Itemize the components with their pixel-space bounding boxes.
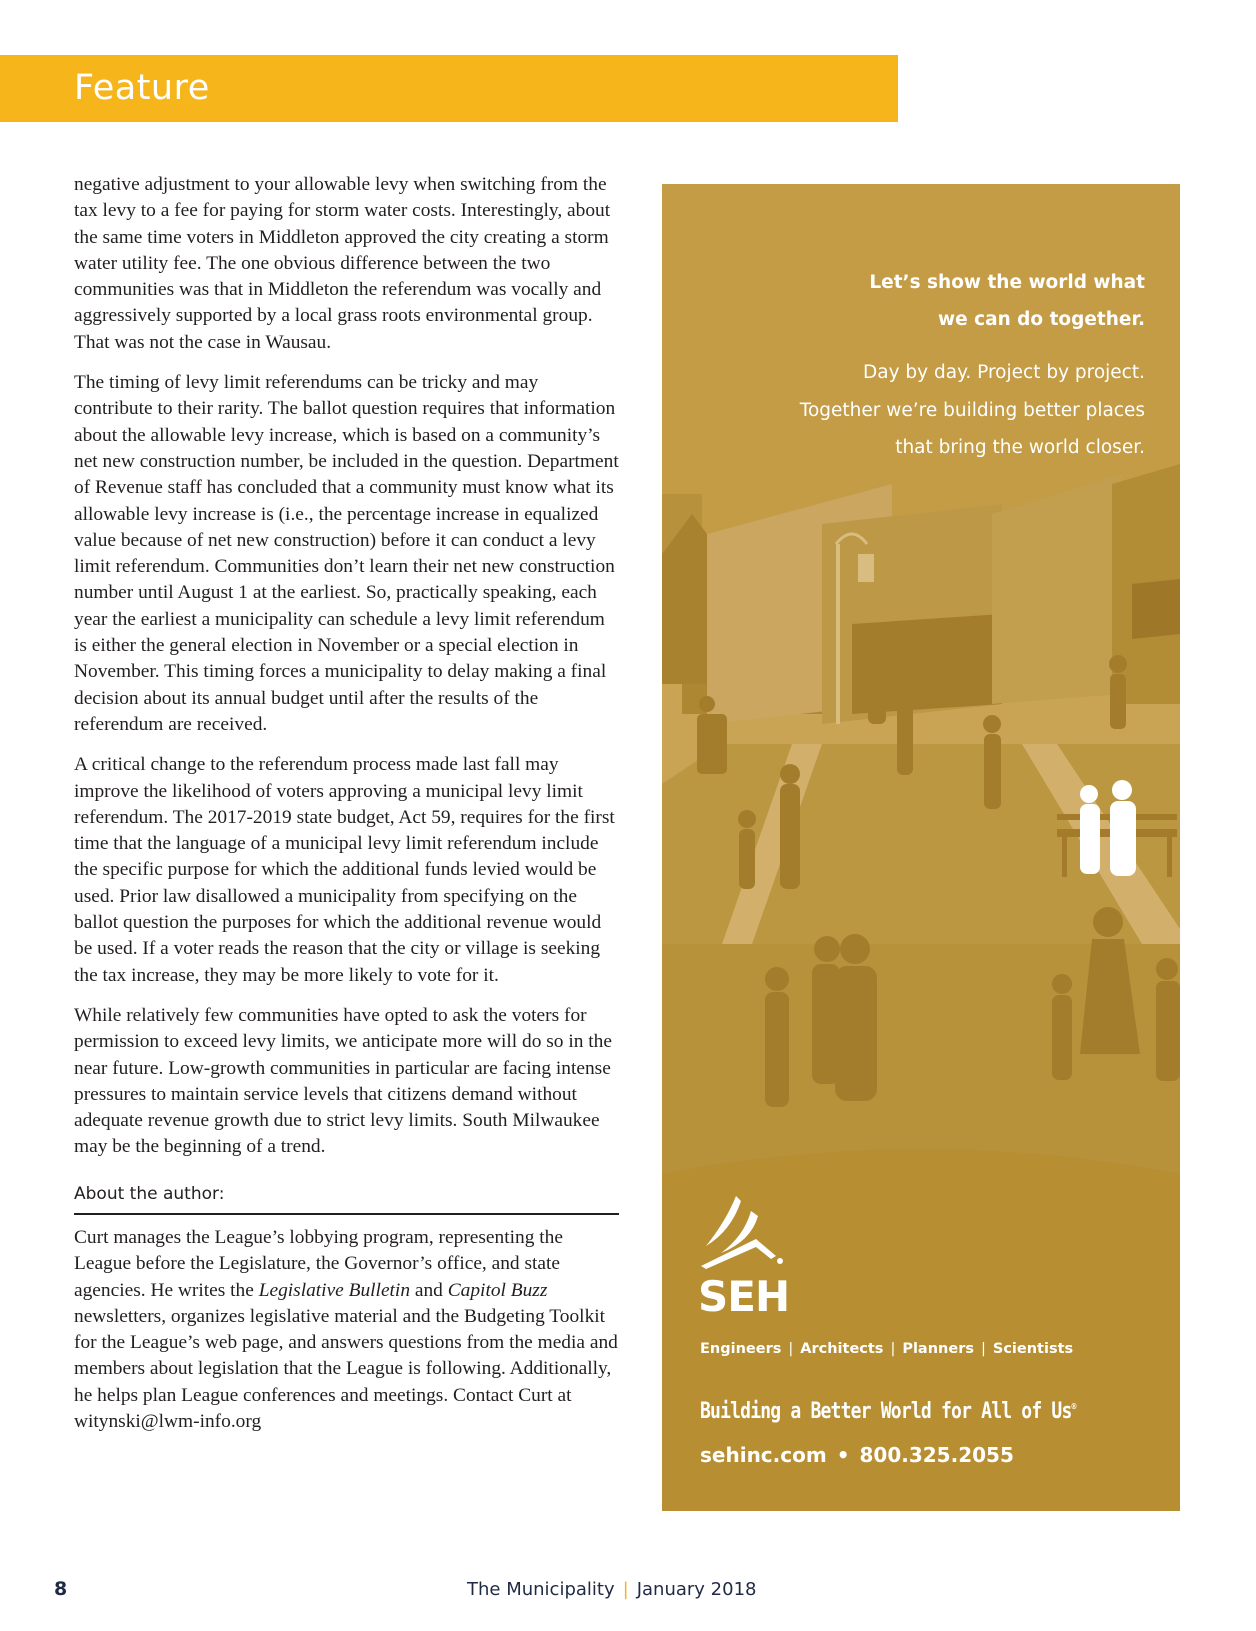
author-bio-text: newsletters, organizes legislative material and the Budgeting Toolkit for the League’s web page, and answers questions from the media and members about legislation that the League is following. Additionally, he helps plan League conferences and meetings. Contact Curt at witynski@lwm-info.org	[74, 1305, 618, 1433]
ad-headline	[685, 264, 1145, 338]
discipline-item: Scientists	[992, 1341, 1074, 1357]
seh-logo-icon	[696, 1191, 786, 1271]
ad-subheadline	[675, 354, 1145, 467]
author-bio-text: Curt manages the League’s lobbying program, representing the League before the Legislature, the Governor’s office, and state agencies. He writes the	[74, 1226, 563, 1301]
article-paragraph: The timing of levy limit referendums can be tricky and may contribute to their rarity. The ballot question requires that information about the allowable levy increase, which is based on a community’s net new construction number, be included in the question. Department of Revenue staff has concluded that a community must know what its allowable levy increase is (i.e., the percentage increase in equalized value because of net new construction) before it can conduct a levy limit referendum. Communities don’t learn their net new construction number until August 1 at the earliest. So, practically speaking, each year the earliest a municipality can schedule a levy limit referendum is either the general election in November or a special election in November. This timing forces a municipality to delay making a final decision about its annual budget until after the results of the referendum are received.	[74, 372, 619, 735]
divider: |	[980, 1341, 986, 1357]
ad-sub-line: Day by day. Project by project.	[863, 362, 1145, 383]
issue-date: January 2018	[636, 1579, 757, 1600]
discipline-item: Architects	[800, 1341, 884, 1357]
author-bio-text: and	[410, 1279, 448, 1301]
separator-dot: •	[836, 1443, 850, 1467]
ad-footer-panel	[662, 1174, 1180, 1511]
article-column	[74, 172, 619, 1435]
section-title: Feature	[74, 68, 210, 108]
phone-number[interactable]: 800.325.2055	[859, 1443, 1014, 1467]
discipline-item: Planners	[902, 1341, 974, 1357]
brand-wordmark: SEH	[698, 1272, 790, 1321]
brand-tagline	[700, 1399, 1076, 1424]
divider: |	[622, 1579, 629, 1600]
divider: |	[788, 1341, 794, 1357]
registered-mark: ®	[1071, 1401, 1076, 1413]
ad-sub-line: Together we’re building better places	[799, 399, 1145, 421]
ad-headline-line: we can do together.	[938, 309, 1145, 330]
article-paragraph: A critical change to the referendum process made last fall may improve the likelihood of voters approving a municipal levy limit referendum. The 2017-2019 state budget, Act 59, requires for the first time that the language of a municipal levy limit referendum include the specific purpose for which the additional funds levied would be used. Prior law disallowed a municipality from specifying on the ballot question the purposes for which the additional revenue would be used. If a voter reads the reason that the city or village is seeking the tax increase, they may be more likely to vote for it.	[74, 754, 615, 986]
ad-contact	[700, 1443, 1014, 1467]
publication-title: Legislative Bulletin	[258, 1279, 411, 1301]
section-header-bar	[0, 55, 898, 122]
discipline-list	[700, 1341, 1073, 1357]
ad-sub-line: that bring the world closer.	[895, 437, 1145, 458]
publication-footer	[467, 1579, 756, 1600]
discipline-item: Engineers	[700, 1341, 782, 1357]
divider: |	[890, 1341, 896, 1357]
author-heading: About the author:	[74, 1181, 619, 1215]
page-number: 8	[54, 1578, 68, 1600]
publication-title: Capitol Buzz	[447, 1279, 548, 1301]
article-paragraph: negative adjustment to your allowable levy when switching from the tax levy to a fee for paying for storm water costs. Interestingly, about the same time voters in Middleton approved the city creating a storm water utility fee. The one obvious difference between the two communities was that in Middleton the referendum was vocally and aggressively supported by a local grass roots environmental group. That was not the case in Wausau.	[74, 174, 611, 353]
publication-name: The Municipality	[467, 1579, 615, 1600]
tagline-text: Building a Better World for All of Us	[700, 1399, 1072, 1424]
seh-advertisement[interactable]	[662, 184, 1180, 1511]
article-paragraph: While relatively few communities have opted to ask the voters for permission to exceed levy limits, we anticipate more will do so in the near future. Low-growth communities in particular are facing intense pressures to maintain service levels that citizens demand without adequate revenue growth due to strict levy limits. South Milwaukee may be the beginning of a trend.	[74, 1004, 612, 1158]
website-link[interactable]: sehinc.com	[700, 1443, 827, 1467]
ad-headline-line: Let’s show the world what	[869, 272, 1145, 293]
author-bio	[74, 1225, 619, 1435]
